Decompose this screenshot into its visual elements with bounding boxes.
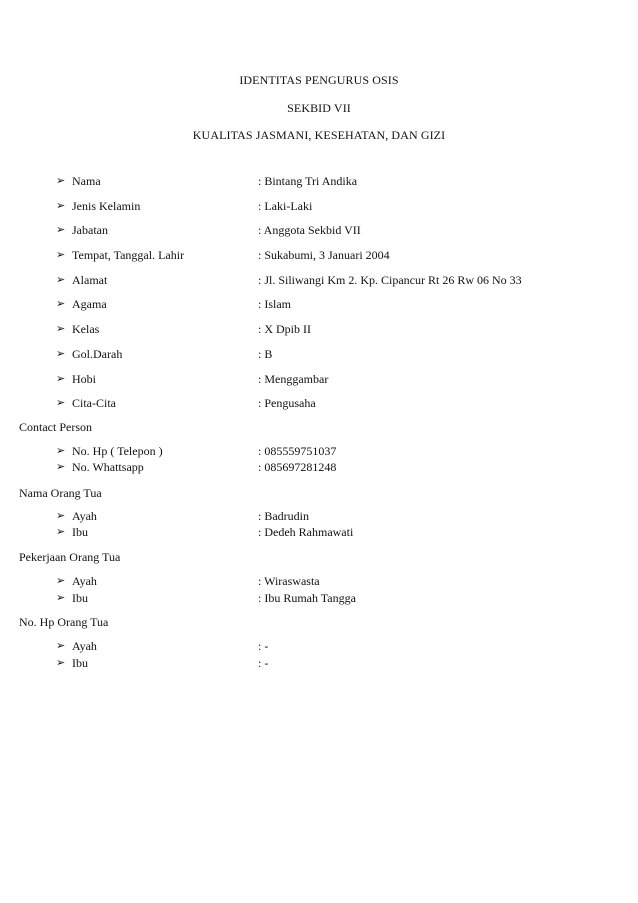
arrow-bullet-icon: ➢: [56, 591, 66, 604]
arrow-bullet-icon: ➢: [56, 525, 66, 538]
arrow-bullet-icon: ➢: [56, 248, 66, 261]
field-value: : -: [258, 639, 269, 653]
field-row-nama: [0, 173, 638, 189]
field-value: : Anggota Sekbid VII: [258, 223, 361, 237]
field-value: : Laki-Laki: [258, 199, 313, 213]
parent-job-row-ibu: [0, 590, 638, 606]
field-label: Agama: [72, 297, 107, 311]
arrow-bullet-icon: ➢: [56, 347, 66, 360]
field-label: Alamat: [72, 273, 108, 287]
field-label: Jabatan: [72, 223, 108, 237]
field-label: Ibu: [72, 591, 88, 605]
field-value: : Dedeh Rahmawati: [258, 525, 354, 539]
field-label: Tempat, Tanggal. Lahir: [72, 248, 185, 262]
arrow-bullet-icon: ➢: [56, 396, 66, 409]
parent-job-row-ayah: [0, 573, 638, 589]
field-value: : Sukabumi, 3 Januari 2004: [258, 248, 390, 262]
parent-row-ayah: [0, 508, 638, 524]
field-value: : Badrudin: [258, 509, 309, 523]
section-heading-nama-orang-tua: Nama Orang Tua: [19, 486, 102, 500]
field-row-alamat: [0, 272, 638, 288]
parent-row-ibu: [0, 524, 638, 540]
field-value: : -: [258, 656, 269, 670]
field-row-tempat-tanggal-lahir: [0, 247, 638, 263]
field-value: : Islam: [258, 297, 291, 311]
field-label: Ayah: [72, 574, 97, 588]
field-value: : Bintang Tri Andika: [258, 174, 358, 188]
field-value: : X Dpib II: [258, 322, 311, 336]
field-row-kelas: [0, 321, 638, 337]
arrow-bullet-icon: ➢: [56, 199, 66, 212]
field-row-jenis-kelamin: [0, 198, 638, 214]
arrow-bullet-icon: ➢: [56, 460, 66, 473]
title-line-3: KUALITAS JASMANI, KESEHATAN, DAN GIZI: [192, 128, 446, 142]
field-label: Hobi: [72, 372, 96, 386]
arrow-bullet-icon: ➢: [56, 223, 66, 236]
field-label: Gol.Darah: [72, 347, 123, 361]
arrow-bullet-icon: ➢: [56, 639, 66, 652]
arrow-bullet-icon: ➢: [56, 656, 66, 669]
field-label: Cita-Cita: [72, 396, 116, 410]
arrow-bullet-icon: ➢: [56, 273, 66, 286]
field-label: No. Whattsapp: [72, 460, 144, 474]
section-heading-no-hp-orang-tua: No. Hp Orang Tua: [19, 615, 109, 629]
arrow-bullet-icon: ➢: [56, 509, 66, 522]
arrow-bullet-icon: ➢: [56, 574, 66, 587]
contact-row-whatsapp: [0, 459, 638, 475]
field-row-gol-darah: [0, 346, 638, 362]
field-row-cita-cita: [0, 395, 638, 411]
arrow-bullet-icon: ➢: [56, 174, 66, 187]
field-label: Nama: [72, 174, 101, 188]
section-heading-pekerjaan-orang-tua: Pekerjaan Orang Tua: [19, 550, 121, 564]
field-label: Ibu: [72, 525, 88, 539]
field-row-hobi: [0, 371, 638, 387]
field-value: : Ibu Rumah Tangga: [258, 591, 356, 605]
field-label: Kelas: [72, 322, 100, 336]
parent-phone-row-ayah: [0, 638, 638, 654]
arrow-bullet-icon: ➢: [56, 372, 66, 385]
title-line-2: SEKBID VII: [287, 101, 351, 115]
section-heading-contact-person: Contact Person: [19, 420, 92, 434]
field-label: Jenis Kelamin: [72, 199, 141, 213]
field-label: Ibu: [72, 656, 88, 670]
arrow-bullet-icon: ➢: [56, 297, 66, 310]
field-label: Ayah: [72, 509, 97, 523]
arrow-bullet-icon: ➢: [56, 444, 66, 457]
title-line-1: IDENTITAS PENGURUS OSIS: [239, 73, 399, 87]
field-value: : 085559751037: [258, 444, 337, 458]
parent-phone-row-ibu: [0, 655, 638, 671]
field-value: : Menggambar: [258, 372, 329, 386]
field-label: Ayah: [72, 639, 97, 653]
field-value: : 085697281248: [258, 460, 337, 474]
contact-row-telepon: [0, 443, 638, 459]
field-row-jabatan: [0, 222, 638, 238]
field-value: : Pengusaha: [258, 396, 316, 410]
field-value: : Wiraswasta: [258, 574, 320, 588]
field-value: : B: [258, 347, 273, 361]
field-row-agama: [0, 296, 638, 312]
field-label: No. Hp ( Telepon ): [72, 444, 163, 458]
arrow-bullet-icon: ➢: [56, 322, 66, 335]
field-value: : Jl. Siliwangi Km 2. Kp. Cipancur Rt 26 Rw 06 No 33: [258, 273, 522, 287]
